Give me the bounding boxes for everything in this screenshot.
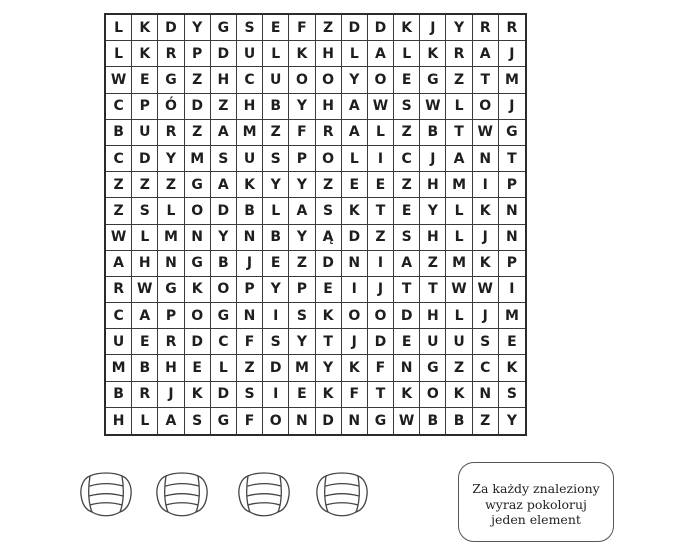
grid-cell[interactable]: K xyxy=(473,251,499,277)
grid-cell[interactable]: P xyxy=(237,277,263,303)
face-mask-icon[interactable] xyxy=(76,460,136,520)
grid-cell[interactable]: Y xyxy=(446,15,472,41)
grid-cell[interactable]: Y xyxy=(506,412,517,429)
grid-cell[interactable]: B xyxy=(420,120,446,146)
grid-cell[interactable]: N xyxy=(394,355,420,381)
grid-cell[interactable]: I xyxy=(368,146,394,172)
grid-cell[interactable]: R xyxy=(106,277,132,303)
grid-cell[interactable]: L xyxy=(132,408,158,434)
grid-cell[interactable]: I xyxy=(368,251,394,277)
grid-cell[interactable]: D xyxy=(316,251,342,277)
grid-cell[interactable]: Z xyxy=(185,120,211,146)
grid-cell[interactable]: L xyxy=(446,225,472,251)
grid-cell[interactable]: E xyxy=(342,172,368,198)
face-mask-icon[interactable] xyxy=(312,460,372,520)
grid-cell[interactable]: N xyxy=(342,251,368,277)
grid-cell[interactable]: U xyxy=(237,146,263,172)
grid-cell[interactable]: N xyxy=(237,303,263,329)
grid-cell[interactable]: T xyxy=(499,146,525,172)
grid-cell[interactable]: K xyxy=(420,41,446,67)
grid-cell[interactable]: E xyxy=(394,67,420,93)
grid-cell[interactable]: H xyxy=(106,408,132,434)
grid-cell[interactable]: L xyxy=(132,225,158,251)
grid-cell[interactable]: D xyxy=(316,408,342,434)
grid-cell[interactable]: E xyxy=(499,329,525,355)
grid-cell[interactable]: D xyxy=(185,94,211,120)
grid-cell[interactable]: U xyxy=(263,67,289,93)
grid-cell[interactable]: Y xyxy=(289,172,315,198)
grid-cell[interactable]: L xyxy=(342,146,368,172)
grid-cell[interactable]: S xyxy=(237,382,263,408)
grid-cell[interactable]: Y xyxy=(316,355,342,381)
grid-cell[interactable]: O xyxy=(185,303,211,329)
grid-cell[interactable]: B xyxy=(420,408,446,434)
grid-cell[interactable]: J xyxy=(158,382,184,408)
grid-cell[interactable]: L xyxy=(446,198,472,224)
grid-cell[interactable]: H xyxy=(420,225,446,251)
grid-cell[interactable]: Z xyxy=(420,251,446,277)
grid-cell[interactable]: Ą xyxy=(316,225,342,251)
grid-cell[interactable]: S xyxy=(316,198,342,224)
grid-cell[interactable]: B xyxy=(132,355,158,381)
grid-cell[interactable]: H xyxy=(132,251,158,277)
grid-cell[interactable]: D xyxy=(263,355,289,381)
grid-cell[interactable]: B xyxy=(106,382,132,408)
grid-cell[interactable]: C xyxy=(394,146,420,172)
grid-cell[interactable]: L xyxy=(106,15,132,41)
grid-cell[interactable]: J xyxy=(237,251,263,277)
grid-cell[interactable]: Z xyxy=(106,198,132,224)
grid-cell[interactable]: Y xyxy=(289,94,315,120)
grid-cell[interactable]: W xyxy=(473,277,499,303)
grid-cell[interactable]: I xyxy=(499,277,525,303)
grid-cell[interactable]: E xyxy=(289,382,315,408)
grid-cell[interactable]: B xyxy=(446,408,472,434)
grid-cell[interactable]: A xyxy=(211,120,237,146)
grid-cell[interactable]: P xyxy=(289,146,315,172)
grid-cell[interactable]: L xyxy=(158,198,184,224)
grid-cell[interactable]: F xyxy=(289,120,315,146)
grid-cell[interactable]: S xyxy=(185,408,211,434)
grid-cell[interactable]: N xyxy=(158,251,184,277)
instruction-box xyxy=(458,462,614,542)
grid-cell[interactable]: D xyxy=(394,303,420,329)
grid-cell[interactable]: K xyxy=(499,355,525,381)
grid-cell[interactable]: K xyxy=(342,355,368,381)
grid-cell[interactable]: G xyxy=(499,120,525,146)
grid-cell[interactable]: U xyxy=(132,120,158,146)
grid-cell[interactable]: C xyxy=(211,329,237,355)
grid-cell[interactable]: E xyxy=(263,15,289,41)
grid-cell[interactable]: G xyxy=(211,408,237,434)
grid-cell[interactable]: W xyxy=(368,94,394,120)
grid-cell[interactable]: A xyxy=(132,303,158,329)
grid-cell[interactable]: E xyxy=(185,355,211,381)
grid-cell[interactable]: Z xyxy=(316,172,342,198)
grid-cell[interactable]: W xyxy=(446,277,472,303)
grid-cell[interactable]: T xyxy=(473,67,499,93)
grid-cell[interactable]: N xyxy=(289,408,315,434)
grid-cell[interactable]: W xyxy=(394,408,420,434)
grid-cell[interactable]: I xyxy=(473,172,499,198)
grid-cell[interactable]: E xyxy=(132,329,158,355)
grid-cell[interactable]: N xyxy=(342,408,368,434)
grid-cell[interactable]: T xyxy=(316,329,342,355)
grid-cell[interactable]: W xyxy=(420,94,446,120)
grid-cell[interactable]: O xyxy=(211,277,237,303)
grid-cell[interactable]: U xyxy=(446,329,472,355)
grid-cell[interactable]: Y xyxy=(211,225,237,251)
grid-cell[interactable]: W xyxy=(132,277,158,303)
grid-cell[interactable]: J xyxy=(420,146,446,172)
grid-cell[interactable]: P xyxy=(158,303,184,329)
grid-cell[interactable]: O xyxy=(316,67,342,93)
grid-cell[interactable]: K xyxy=(394,15,420,41)
grid-cell[interactable]: J xyxy=(342,329,368,355)
grid-cell[interactable]: S xyxy=(473,329,499,355)
grid-cell[interactable]: A xyxy=(342,94,368,120)
grid-cell[interactable]: L xyxy=(446,303,472,329)
grid-cell[interactable]: A xyxy=(446,146,472,172)
grid-cell[interactable]: G xyxy=(185,172,211,198)
grid-cell[interactable]: Z xyxy=(368,225,394,251)
grid-cell[interactable]: Z xyxy=(446,355,472,381)
grid-cell[interactable]: G xyxy=(368,408,394,434)
grid-cell[interactable]: Y xyxy=(158,146,184,172)
grid-cell[interactable]: Y xyxy=(342,67,368,93)
grid-cell[interactable]: Z xyxy=(394,172,420,198)
grid-cell[interactable]: N xyxy=(237,225,263,251)
grid-cell[interactable]: Z xyxy=(106,172,132,198)
grid-cell[interactable]: A xyxy=(211,172,237,198)
grid-cell[interactable]: R xyxy=(158,329,184,355)
grid-cell[interactable]: P xyxy=(185,41,211,67)
grid-cell[interactable]: Y xyxy=(263,172,289,198)
grid-cell[interactable]: Z xyxy=(289,251,315,277)
grid-cell[interactable]: R xyxy=(132,382,158,408)
grid-cell[interactable]: L xyxy=(263,41,289,67)
grid-cell[interactable]: P xyxy=(499,172,525,198)
grid-cell[interactable]: S xyxy=(394,94,420,120)
grid-cell[interactable]: D xyxy=(158,15,184,41)
grid-cell[interactable]: M xyxy=(106,355,132,381)
grid-cell[interactable]: T xyxy=(420,277,446,303)
grid-cell[interactable]: U xyxy=(237,41,263,67)
grid-cell[interactable]: A xyxy=(106,251,132,277)
grid-cell[interactable]: Y xyxy=(420,198,446,224)
grid-cell[interactable]: Z xyxy=(446,67,472,93)
grid-cell[interactable]: L xyxy=(211,355,237,381)
grid-cell[interactable]: C xyxy=(473,355,499,381)
grid-cell[interactable]: O xyxy=(342,303,368,329)
grid-cell[interactable]: C xyxy=(106,94,132,120)
grid-cell[interactable]: O xyxy=(473,94,499,120)
grid-cell[interactable]: Z xyxy=(158,172,184,198)
grid-cell[interactable]: C xyxy=(106,303,132,329)
grid-cell[interactable]: O xyxy=(368,67,394,93)
grid-cell[interactable]: D xyxy=(211,382,237,408)
grid-cell[interactable]: D xyxy=(342,225,368,251)
grid-cell[interactable]: O xyxy=(420,382,446,408)
grid-cell[interactable]: N xyxy=(473,146,499,172)
grid-cell[interactable]: Z xyxy=(211,94,237,120)
grid-cell[interactable]: J xyxy=(499,94,525,120)
grid-cell[interactable]: M xyxy=(237,120,263,146)
grid-cell[interactable]: Z xyxy=(185,67,211,93)
grid-cell[interactable]: P xyxy=(499,251,525,277)
grid-cell[interactable]: I xyxy=(342,277,368,303)
grid-cell[interactable]: O xyxy=(316,146,342,172)
grid-cell[interactable]: T xyxy=(368,382,394,408)
grid-cell[interactable]: S xyxy=(132,198,158,224)
grid-cell[interactable]: S xyxy=(211,146,237,172)
grid-cell[interactable]: K xyxy=(132,15,158,41)
grid-cell[interactable]: C xyxy=(106,146,132,172)
grid-cell[interactable]: D xyxy=(342,15,368,41)
word-search-grid xyxy=(104,13,527,436)
grid-cell[interactable]: W xyxy=(473,120,499,146)
grid-cell[interactable]: G xyxy=(420,67,446,93)
grid-cell[interactable]: B xyxy=(263,94,289,120)
grid-cell[interactable]: A xyxy=(289,198,315,224)
grid-cell[interactable]: Y xyxy=(289,329,315,355)
grid-cell[interactable]: F xyxy=(342,382,368,408)
grid-cell[interactable]: F xyxy=(237,329,263,355)
grid-cell[interactable]: R xyxy=(499,15,525,41)
grid-cell[interactable]: B xyxy=(263,225,289,251)
grid-cell[interactable]: M xyxy=(446,251,472,277)
grid-cell[interactable]: G xyxy=(211,15,237,41)
grid-cell[interactable]: K xyxy=(132,41,158,67)
grid-cell[interactable]: G xyxy=(185,251,211,277)
grid-cell[interactable]: R xyxy=(316,120,342,146)
grid-cell[interactable]: O xyxy=(263,408,289,434)
instruction-line-2: wyraz pokoloruj xyxy=(485,496,587,512)
grid-cell[interactable]: A xyxy=(342,120,368,146)
grid-cell[interactable]: K xyxy=(289,41,315,67)
grid-cell[interactable]: K xyxy=(446,382,472,408)
grid-cell[interactable]: J xyxy=(420,15,446,41)
grid-cell[interactable]: L xyxy=(106,41,132,67)
grid-cell[interactable]: S xyxy=(263,146,289,172)
grid-cell[interactable]: H xyxy=(316,94,342,120)
grid-cell[interactable]: G xyxy=(158,67,184,93)
grid-cell[interactable]: G xyxy=(420,355,446,381)
grid-cell[interactable]: Y xyxy=(289,225,315,251)
grid-cell[interactable]: I xyxy=(263,303,289,329)
grid-cell[interactable]: R xyxy=(446,41,472,67)
grid-cell[interactable]: E xyxy=(316,277,342,303)
grid-cell[interactable]: S xyxy=(289,303,315,329)
grid-cell[interactable]: J xyxy=(499,41,525,67)
grid-cell[interactable]: E xyxy=(394,329,420,355)
grid-cell[interactable]: R xyxy=(473,15,499,41)
grid-cell[interactable]: B xyxy=(211,251,237,277)
grid-cell[interactable]: T xyxy=(394,277,420,303)
grid-cell[interactable]: R xyxy=(158,120,184,146)
grid-cell[interactable]: N xyxy=(473,382,499,408)
grid-cell[interactable]: E xyxy=(394,198,420,224)
grid-cell[interactable]: S xyxy=(263,329,289,355)
grid-cell[interactable]: H xyxy=(158,355,184,381)
grid-cell[interactable]: D xyxy=(211,198,237,224)
grid-cell[interactable]: K xyxy=(316,303,342,329)
grid-cell[interactable]: E xyxy=(132,67,158,93)
grid-cell[interactable]: D xyxy=(132,146,158,172)
grid-cell[interactable]: D xyxy=(211,41,237,67)
grid-cell[interactable]: W xyxy=(106,225,132,251)
grid-cell[interactable]: H xyxy=(420,303,446,329)
grid-cell[interactable]: Y xyxy=(263,277,289,303)
grid-cell[interactable]: A xyxy=(394,251,420,277)
grid-cell[interactable]: Z xyxy=(316,15,342,41)
grid-cell[interactable]: P xyxy=(289,277,315,303)
grid-cell[interactable]: I xyxy=(263,382,289,408)
face-mask-icon[interactable] xyxy=(152,460,212,520)
grid-cell[interactable]: R xyxy=(158,41,184,67)
grid-cell[interactable]: S xyxy=(394,225,420,251)
grid-cell[interactable]: K xyxy=(342,198,368,224)
grid-cell[interactable]: S xyxy=(499,382,525,408)
face-mask-icon[interactable] xyxy=(234,460,294,520)
grid-cell[interactable]: O xyxy=(368,303,394,329)
instruction-line-3: jeden element xyxy=(491,512,581,527)
grid-cell[interactable]: L xyxy=(394,41,420,67)
grid-cell[interactable]: B xyxy=(237,198,263,224)
grid-cell[interactable]: H xyxy=(316,41,342,67)
grid-cell[interactable]: J xyxy=(368,277,394,303)
grid-cell[interactable]: Z xyxy=(132,172,158,198)
grid-cell[interactable]: M xyxy=(499,67,525,93)
grid-cell[interactable]: Z xyxy=(237,355,263,381)
grid-cell[interactable]: L xyxy=(263,198,289,224)
grid-cell[interactable]: Z xyxy=(263,120,289,146)
grid-cell[interactable]: G xyxy=(158,277,184,303)
grid-cell[interactable]: F xyxy=(237,408,263,434)
grid-cell[interactable]: G xyxy=(211,303,237,329)
grid-cell[interactable]: M xyxy=(289,355,315,381)
grid-cell[interactable]: W xyxy=(106,67,132,93)
grid-cell[interactable]: D xyxy=(185,329,211,355)
grid-cell[interactable]: A xyxy=(158,408,184,434)
grid-cell[interactable]: J xyxy=(473,303,499,329)
grid-cell[interactable]: L xyxy=(342,41,368,67)
grid-cell[interactable]: U xyxy=(106,329,132,355)
grid-cell[interactable]: M xyxy=(158,225,184,251)
grid-cell[interactable]: K xyxy=(473,198,499,224)
grid-cell[interactable]: Z xyxy=(394,120,420,146)
grid-cell[interactable]: J xyxy=(473,225,499,251)
grid-cell[interactable]: Ó xyxy=(158,94,184,120)
grid-cell[interactable]: O xyxy=(185,198,211,224)
grid-cell[interactable]: A xyxy=(368,41,394,67)
grid-cell[interactable]: Y xyxy=(185,15,211,41)
grid-cell[interactable]: M xyxy=(499,303,525,329)
instruction-line-1: Za każdy znaleziony xyxy=(472,481,600,496)
grid-cell[interactable]: D xyxy=(368,15,394,41)
grid-cell[interactable]: T xyxy=(446,120,472,146)
grid-cell[interactable]: F xyxy=(368,355,394,381)
grid-cell[interactable]: H xyxy=(211,67,237,93)
grid-cell[interactable]: D xyxy=(368,329,394,355)
grid-cell[interactable]: M xyxy=(446,172,472,198)
grid-cell[interactable]: Z xyxy=(473,408,499,434)
grid-cell[interactable]: N xyxy=(499,225,525,251)
grid-cell[interactable]: O xyxy=(289,67,315,93)
grid-cell[interactable]: K xyxy=(185,277,211,303)
grid-cell[interactable]: B xyxy=(106,120,132,146)
grid-cell[interactable]: H xyxy=(420,172,446,198)
grid-cell[interactable]: H xyxy=(237,94,263,120)
grid-cell[interactable]: M xyxy=(185,146,211,172)
grid-cell[interactable]: L xyxy=(368,120,394,146)
grid-cell[interactable]: S xyxy=(237,15,263,41)
grid-cell[interactable]: K xyxy=(185,382,211,408)
grid-cell[interactable]: A xyxy=(473,41,499,67)
grid-cell[interactable]: N xyxy=(499,198,525,224)
grid-cell[interactable]: P xyxy=(132,94,158,120)
grid-cell[interactable]: N xyxy=(185,225,211,251)
grid-cell[interactable]: L xyxy=(446,94,472,120)
grid-cell[interactable]: K xyxy=(237,172,263,198)
grid-cell[interactable]: K xyxy=(394,382,420,408)
grid-cell[interactable]: F xyxy=(289,15,315,41)
grid-cell[interactable]: E xyxy=(263,251,289,277)
grid-cell[interactable]: C xyxy=(237,67,263,93)
grid-cell[interactable]: U xyxy=(420,329,446,355)
grid-cell[interactable]: E xyxy=(368,172,394,198)
grid-cell[interactable]: T xyxy=(368,198,394,224)
grid-cell[interactable]: K xyxy=(316,382,342,408)
